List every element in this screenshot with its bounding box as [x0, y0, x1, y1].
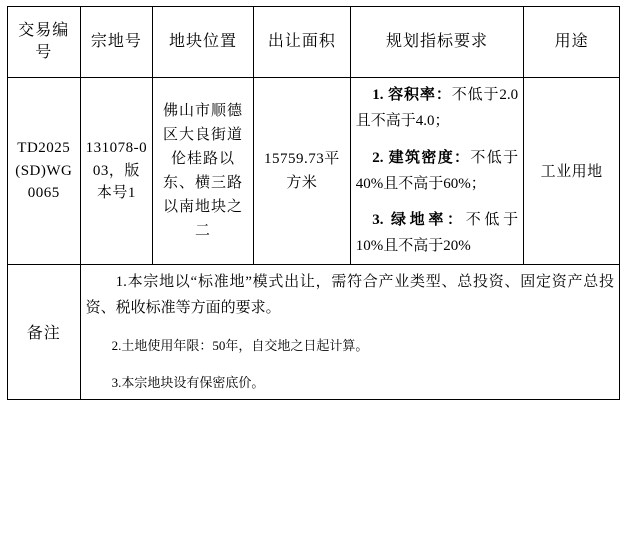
planning-index-title: 3. 绿地率：	[372, 212, 466, 228]
cell-area: 15759.73平方米	[253, 78, 350, 265]
cell-parcel-no: 131078-003，版本号1	[80, 78, 153, 265]
header-location: 地块位置	[153, 7, 254, 78]
planning-index-title: 1. 容积率：	[372, 87, 452, 103]
planning-index-text: 不低于10%且不高于20%	[355, 212, 519, 255]
planning-index-item	[356, 82, 518, 135]
remark-row	[8, 264, 620, 399]
header-area: 出让面积	[253, 7, 350, 78]
header-row	[8, 7, 620, 78]
planning-index-item	[356, 207, 518, 260]
remark-item: 1.本宗地以“标准地”模式出让，需符合产业类型、总投资、固定资产总投资、税收标准等方面的要求。	[85, 273, 614, 316]
remark-content	[80, 264, 619, 399]
cell-land-use: 工业用地	[524, 78, 620, 265]
table-header	[8, 7, 620, 78]
land-parcel-table	[7, 6, 620, 400]
header-trade-code: 交易编号	[8, 7, 81, 78]
planning-index-text: 不低于40%且不高于60%；	[355, 149, 519, 192]
planning-index-text: 不低于2.0且不高于4.0；	[355, 87, 519, 130]
planning-index-item	[356, 145, 518, 198]
remark-item: 2.土地使用年限：50年，自交地之日起计算。	[111, 338, 369, 353]
header-use: 用途	[524, 7, 620, 78]
cell-location: 佛山市顺德区大良街道伦桂路以东、横三路以南地块之二	[153, 78, 254, 265]
cell-planning-index	[350, 78, 523, 265]
remark-item: 3.本宗地块设有保密底价。	[111, 374, 265, 390]
header-parcel-no: 宗地号	[80, 7, 153, 78]
planning-index-title: 2. 建筑密度：	[372, 149, 471, 166]
document-page	[0, 6, 627, 540]
cell-trade-code: TD2025(SD)WG0065	[8, 78, 81, 265]
remark-label: 备注	[8, 264, 81, 399]
header-planning-index: 规划指标要求	[350, 7, 523, 78]
table-row	[8, 78, 620, 265]
table-body	[8, 78, 620, 400]
